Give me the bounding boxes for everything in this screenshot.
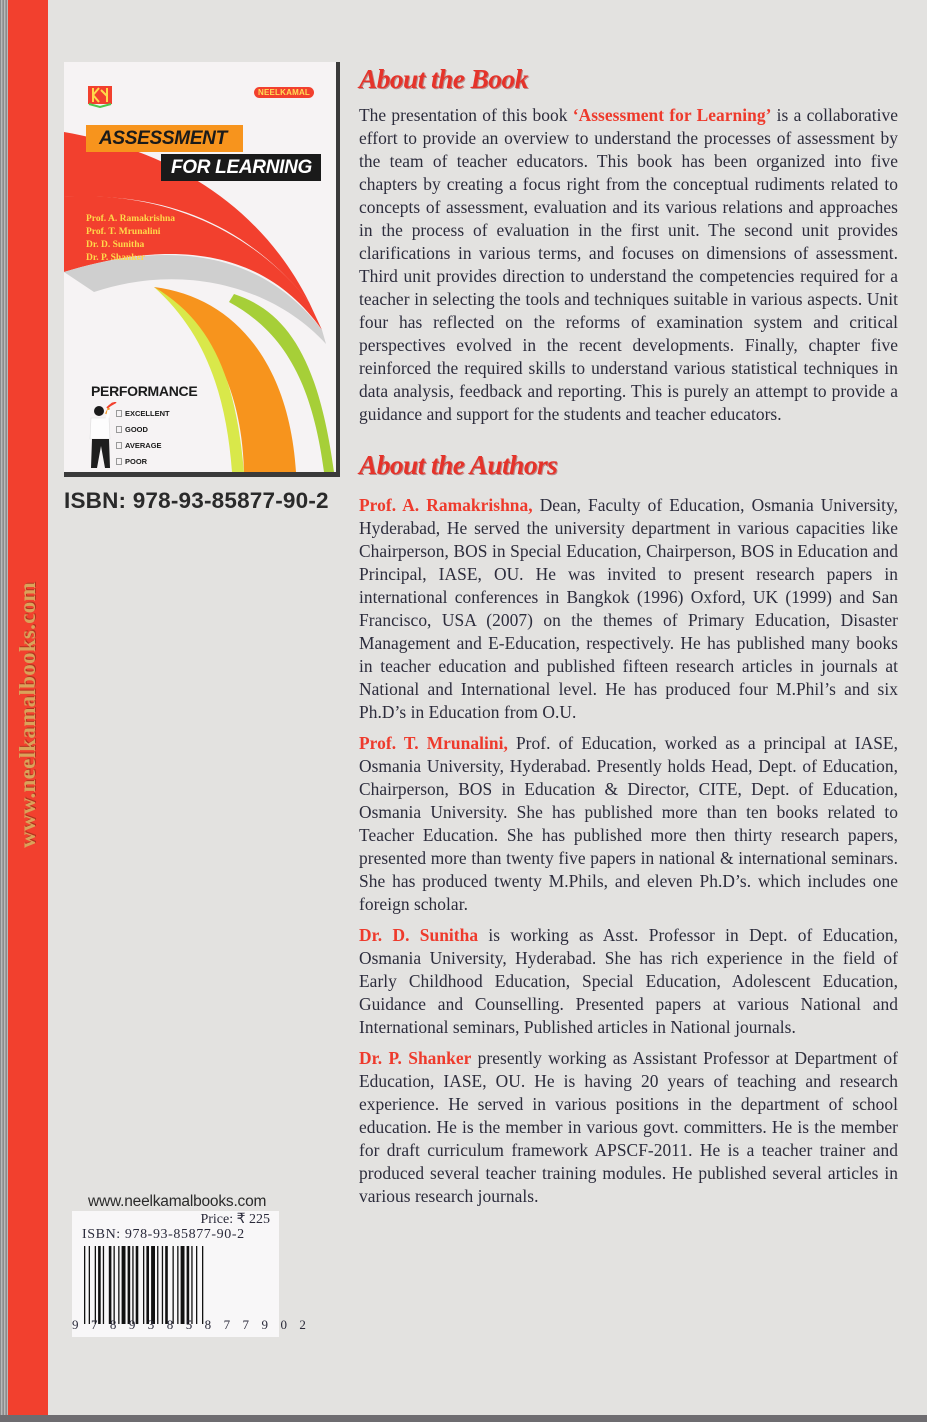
cover-thumbnail [64, 62, 340, 477]
publisher-brand-badge: NEELKAMAL [254, 87, 314, 98]
cover-title-line1: ASSESSMENT [86, 125, 243, 152]
author-bio: Dr. P. Shanker presently working as Assistant Professor at Department of Education, IASE, OU. He is having 20 years of teaching and research experience. He served in various positions in the department of school education. He is the member in various govt. committers. He is the member for draft curriculum framework APSCF-2011. He is a teacher trainer and produced several teacher training modules. He published several articles in various research journals. [359, 1048, 898, 1206]
author-name: Dr. P. Shanker [359, 1048, 472, 1068]
barcode-url: www.neelkamalbooks.com [88, 1193, 267, 1210]
book-title-highlight: ‘Assessment for Learning’ [572, 105, 772, 125]
barcode-box [72, 1211, 311, 1337]
publisher-logo-icon [87, 84, 113, 108]
cover-author: Dr. P. Shanker [86, 253, 145, 263]
author-name: Prof. T. Mrunalini, [359, 733, 508, 753]
cover-author: Dr. D. Sunitha [86, 240, 145, 250]
performance-list [125, 406, 170, 470]
about-book-heading: About the Book [359, 63, 528, 94]
performance-item: EXCELLENT [125, 406, 170, 422]
performance-item: GOOD [125, 422, 170, 438]
author-bio: Prof. T. Mrunalini, Prof. of Education, worked as a principal at IASE, Osmania University, Hyderabad. Presently holds Head, Dept. of Education, Chairperson, BOS in Education & Director, CITE, Dept. of Education, Osmania University. She has published more than ten books related to Teacher Education. She has published more then thirty research papers, presented more than twenty five papers in national & international seminars. She has produced twenty M.Phils, and eleven Ph.D’s. which includes one foreign scholar. [359, 733, 898, 914]
cover-author: Prof. T. Mrunalini [86, 227, 161, 237]
cover-author: Prof. A. Ramakrishna [86, 214, 176, 224]
barcode-icon [82, 1246, 272, 1328]
author-name: Dr. D. Sunitha [359, 925, 479, 945]
spine-url: www.neelkamalbooks.com [15, 581, 40, 849]
person-figure-icon [82, 402, 122, 472]
cover-author-list [86, 213, 175, 265]
performance-item: POOR [125, 454, 170, 470]
scan-bottom-edge [0, 1415, 927, 1422]
barcode-isbn: ISBN: 978-93-85877-90-2 [82, 1227, 245, 1242]
cover-title-line2: FOR LEARNING [161, 154, 321, 181]
performance-heading: PERFORMANCE [91, 383, 198, 399]
about-book-paragraph: The presentation of this book ‘Assessment for Learning’ is a collaborative effort to provide an overview to understand the processes of assessment by the team of teacher educators. This book has been organized into five chapters by creating a focus right from the conceptual rudiments related to concepts of assessment, evaluation and its various relations and approaches in the process of evaluation in the first unit. The second unit provides clarifications in various terms, and focuses on dimensions of assessment. Third unit provides direction to understand the competencies required for a teacher in selecting the tools and techniques suitable in various aspects. Unit four has reflected on the reforms of examination system and critical perspectives evolved in the recent developments. Finally, chapter five reinforced the required skills to understand various statistical techniques in data analysis, feedback and reporting. This is purely an attempt to provide a guidance and support for the students and teacher educators. [359, 105, 898, 424]
isbn-large: ISBN: 978-93-85877-90-2 [64, 488, 329, 513]
about-authors-heading: About the Authors [359, 449, 558, 480]
barcode-digits: 9 7 8 9 3 8 5 8 7 7 9 0 2 [72, 1317, 311, 1332]
text-column [359, 62, 898, 1208]
price: Price: ₹ 225 [200, 1212, 270, 1227]
author-bio: Dr. D. Sunitha is working as Asst. Professor in Dept. of Education, Osmania University, Hyderabad. She has rich experience in the field of Early Childhood Education, Special Education, Adolescent Education, Guidance and Counselling. Presented papers at various National and International seminars, Published articles in National journals. [359, 925, 898, 1037]
author-bio: Prof. A. Ramakrishna, Dean, Faculty of Education, Osmania University, Hyderabad, He served the university department in various capacities like Chairperson, BOS in Special Education, Chairperson, BOS in Education and Principal, IASE, OU. He was invited to present research papers in international conferences in Bangkok (1996) Oxford, UK (1999) and San Francisco, USA (2007) on the themes of Primary Education, Disaster Management and E-Education, respectively. He has published many books in teacher education and published fifteen research articles in journals at National and International level. He has produced four M.Phil’s and six Ph.D’s in Education from O.U. [359, 495, 898, 722]
performance-item: AVERAGE [125, 438, 170, 454]
author-name: Prof. A. Ramakrishna, [359, 495, 533, 515]
scan-edge [0, 0, 8, 1422]
